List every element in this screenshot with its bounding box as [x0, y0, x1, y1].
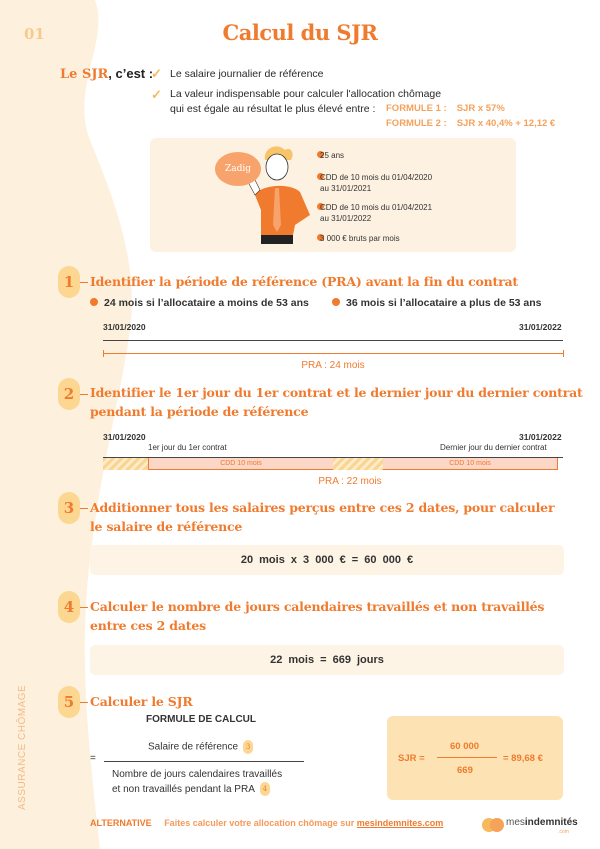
name-bubble: Zadig	[215, 152, 261, 186]
step-badge-3: 3	[58, 492, 80, 524]
step-dash	[80, 702, 88, 703]
bullet-dot-icon	[90, 298, 98, 306]
profile-fact: au 31/01/2021	[320, 184, 372, 193]
pra-range	[103, 353, 563, 354]
step-dash	[80, 607, 88, 608]
step-2-title-line1: Identifier le 1er jour du 1er contrat et le dernier jour du dernier contrat	[90, 385, 583, 400]
step-badge-4: 4	[58, 591, 80, 623]
logo-mark-icon	[490, 818, 504, 832]
intro-item: Le salaire journalier de référence	[170, 68, 324, 80]
first-day-label: 1er jour du 1er contrat	[148, 443, 227, 452]
step-3-title-line1: Additionner tous les salaires perçus entre ces 2 dates, pour calculer	[90, 500, 555, 515]
step-4-title-line1: Calculer le nombre de jours calendaires travaillés et non travaillés	[90, 599, 545, 614]
equals-sign: =	[90, 753, 96, 764]
timeline-end-date: 31/01/2022	[519, 432, 562, 442]
pra-label: PRA : 24 mois	[301, 360, 365, 371]
bullet-dot-icon	[332, 298, 340, 306]
sjr-value: = 89,68 €	[503, 753, 543, 764]
pra-bullet-under-53: 24 mois si l’allocataire a moins de 53 ans	[90, 297, 309, 309]
intro-label: Le SJR, c’est :	[60, 66, 154, 82]
profile-fact: 25 ans	[320, 151, 345, 160]
step-dash	[80, 282, 88, 283]
formula-1: FORMULE 1 : SJR x 57%	[386, 103, 505, 114]
days-calc-box: 22 mois = 669 jours	[90, 645, 564, 675]
intro-item: La valeur indispensable pour calculer l'allocation chômage	[170, 88, 442, 100]
step-4-title-line2: entre ces 2 dates	[90, 618, 206, 633]
sjr-denominator: 669	[457, 765, 473, 776]
pra-tick	[563, 350, 564, 357]
profile-fact: au 31/01/2022	[320, 214, 372, 223]
timeline-start-date: 31/01/2020	[103, 322, 146, 332]
check-icon: ✓	[151, 87, 162, 102]
alternative-label: ALTERNATIVE	[90, 818, 152, 828]
step-5-title: Calculer le SJR	[90, 694, 193, 709]
fraction-line	[104, 761, 304, 762]
timeline-axis	[103, 340, 563, 341]
step-3-title-line2: le salaire de référence	[90, 519, 243, 534]
footer-cta: ALTERNATIVE Faites calculer votre allocation chômage sur mesindemnites.com	[90, 818, 444, 828]
step-1-title: Identifier la période de référence (PRA) avant la fin du contrat	[90, 274, 518, 289]
intro-item: qui est égale au résultat le plus élevé entre :	[170, 103, 376, 115]
profile-fact: CDD de 10 mois du 01/04/2021	[320, 203, 433, 212]
pra-label: PRA : 22 mois	[318, 476, 382, 487]
ref-badge-step-4: 4	[260, 782, 270, 796]
step-dash	[80, 508, 88, 509]
profile-fact: 3 000 € bruts par mois	[320, 234, 400, 243]
pra-bullet-over-53: 36 mois si l’allocataire a plus de 53 ans	[332, 297, 542, 309]
step-badge-2: 2	[58, 378, 80, 410]
timeline-end-date: 31/01/2022	[519, 322, 562, 332]
profile-fact: CDD de 10 mois du 01/04/2020	[320, 173, 433, 182]
mesindemnites-link[interactable]: mesindemnites.com	[356, 818, 444, 828]
formula-title: FORMULE DE CALCUL	[146, 714, 256, 725]
last-day-label: Dernier jour du dernier contrat	[440, 443, 547, 452]
step-dash	[80, 394, 88, 395]
formula-2: FORMULE 2 : SJR x 40,4% + 12,12 €	[386, 118, 556, 129]
step-2-title-line2: pendant la période de référence	[90, 404, 309, 419]
cdd-bar-1: CDD 10 mois	[148, 458, 333, 470]
side-category-label: ASSURANCE CHÔMAGE	[17, 684, 28, 810]
gap-period	[103, 458, 148, 470]
page-title: Calcul du SJR	[222, 20, 378, 45]
mesindemnites-logo: mesindemnités .com	[482, 815, 572, 837]
page-number: 01	[24, 25, 45, 43]
gap-period	[333, 458, 383, 470]
step-badge-1: 1	[58, 266, 80, 298]
formula-numerator: Salaire de référence 3	[148, 740, 253, 754]
sjr-fraction-line	[437, 757, 497, 758]
sjr-numerator: 60 000	[450, 741, 480, 752]
cdd-bar-2: CDD 10 mois	[383, 458, 558, 470]
check-icon: ✓	[151, 66, 162, 81]
salary-calc-box: 20 mois x 3 000 € = 60 000 €	[90, 545, 564, 575]
step-badge-5: 5	[58, 686, 80, 718]
formula-denominator: Nombre de jours calendaires travaillés et non travaillés pendant la PRA 4	[112, 769, 283, 795]
ref-badge-step-3: 3	[243, 740, 253, 754]
timeline-start-date: 31/01/2020	[103, 432, 146, 442]
sjr-label: SJR =	[398, 753, 425, 764]
